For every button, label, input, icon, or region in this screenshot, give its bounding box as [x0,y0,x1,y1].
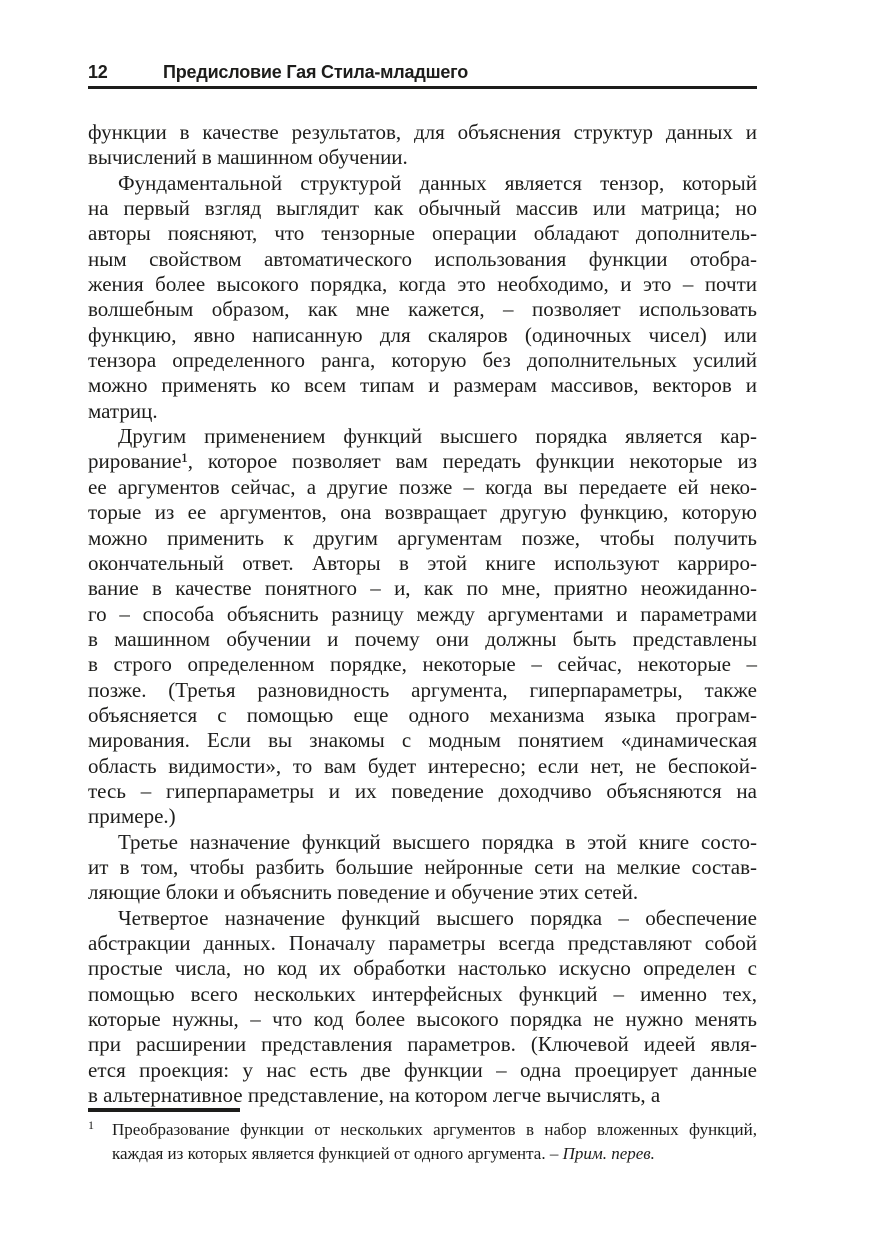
page-number: 12 [88,62,108,82]
text-line: тесь – гиперпараметры и их поведение доходчиво объясняются на [88,778,757,803]
text-line: ется проекция: у нас есть две функции – одна проецирует данные [88,1057,757,1082]
text-line: Преобразование функции от нескольких аргументов в набор вложенных функций, [112,1120,757,1139]
text-line: Третье назначение функций высшего порядка в этой книге состо- [118,829,757,854]
text-line: в альтернативное представление, на котором легче вычислять, а [88,1083,661,1108]
text-line: в строго определенном порядке, некоторые – сейчас, некоторые – [88,652,757,677]
text-line: можно применить к другим аргументам позже, чтобы получить [88,525,757,550]
footnote-lines [112,1118,757,1166]
footnote-rule [88,1108,240,1112]
text-line: абстракции данных. Поначалу параметры всегда представляют собой [88,931,757,955]
text-line: авторы поясняют, что тензорные операции обладают дополнитель- [88,221,757,246]
text-line: волшебным образом, как мне кажется, – позволяет использовать [88,297,757,322]
text-line: которые нужны, – что код более высокого порядка не нужно менять [88,1007,757,1032]
text-line: го – способа объяснить разницу между аргументами и параметрами [88,601,757,626]
text-line: функции в качестве результатов, для объяснения структур данных и [88,120,757,144]
text-line: тензора определенного ранга, которую без дополнительных усилий [88,348,757,373]
text-line: мирования. Если вы знакомы с модным понятием «динамическая [88,728,757,753]
footnote-marker: 1 [88,1118,94,1132]
text-line: рирование¹, которое позволяет вам передать функции некоторые из [88,449,757,474]
header-title: Предисловие Гая Стила-младшего [163,62,469,82]
text-line: жения более высокого порядка, когда это необходимо, и это – почти [88,272,757,297]
text-line: ляющие блоки и объяснить поведение и обучение этих сетей. [88,880,639,905]
text-line: помощью всего нескольких интерфейсных функций – именно тех, [88,981,757,1006]
text-line: ее аргументов сейчас, а другие позже – когда вы передаете ей неко- [88,474,757,499]
text-line: окончательный ответ. Авторы в этой книге используют карриро- [88,550,757,575]
text-line: вычислений в машинном обучении. [88,145,408,170]
text-line: при расширении представления параметров. (Ключевой идеей явля- [88,1032,757,1057]
text-line: простые числа, но код их обработки настолько искусно определен с [88,956,757,981]
footnote-body [88,1118,757,1166]
text-line: матриц. [88,398,158,423]
text-line: Другим применением функций высшего порядка является кар- [118,424,757,449]
text-line: примере.) [88,804,176,829]
text-line: в машинном обучении и почему они должны быть представлены [88,626,757,651]
text-line: на первый взгляд выглядит как обычный массив или матрица; но [88,196,757,221]
footnote [88,1118,757,1166]
body-text [88,120,757,1108]
text-line: можно применять ко всем типам и размерам массивов, векторов и [88,373,757,398]
text-line: Четвертое назначение функций высшего порядка – обеспечение [118,905,757,930]
text-line: Фундаментальной структурой данных является тензор, который [118,170,757,195]
text-line: торые из ее аргументов, она возвращает другую функцию, которую [88,500,757,525]
text-line: область видимости», то вам будет интересно; если нет, не беспокой- [88,753,757,778]
text-line: ит в том, чтобы разбить большие нейронные сети на мелкие состав- [88,854,757,879]
running-header [88,62,757,83]
text-line: вание в качестве понятного – и, как по мне, приятно неожиданно- [88,576,757,601]
text-line: функцию, явно написанную для скаляров (одиночных чисел) или [88,322,757,347]
text-line: каждая из которых является функцией от одного аргумента. – Прим. перев. [112,1144,655,1163]
text-line: объясняется с помощью еще одного механизма языка програм- [88,702,757,727]
header-rule [88,86,757,89]
text-line: ным свойством автоматического использования функции отобра- [88,246,757,271]
text-line: позже. (Третья разновидность аргумента, гиперпараметры, также [88,677,757,702]
